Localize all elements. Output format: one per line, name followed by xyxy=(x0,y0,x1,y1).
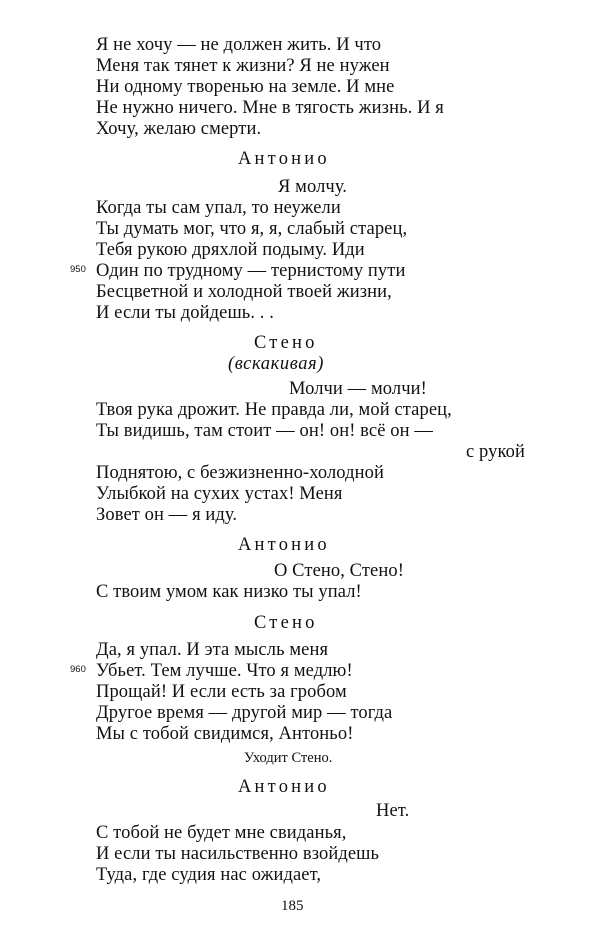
speaker-name: Антонио xyxy=(238,535,330,555)
verse-line: Туда, где судия нас ожидает, xyxy=(96,865,322,885)
verse-line: Поднятою, с безжизненно-холодной xyxy=(96,463,384,483)
verse-line: Ни одному творенью на земле. И мне xyxy=(96,77,395,97)
verse-line: И если ты насильственно взойдешь xyxy=(96,844,380,864)
speaker-name: Стено xyxy=(254,333,318,353)
line-number: 950 xyxy=(70,264,86,275)
verse-line: С твоим умом как низко ты упал! xyxy=(96,582,362,602)
verse-line: Твоя рука дрожит. Не правда ли, мой старец, xyxy=(96,400,452,420)
verse-line: Я не хочу — не должен жить. И что xyxy=(96,35,382,55)
verse-line: Ты видишь, там стоит — он! он! всё он — xyxy=(96,421,433,441)
verse-line: Нет. xyxy=(376,801,410,821)
verse-line: Тебя рукою дряхлой подыму. Иди xyxy=(96,240,365,260)
verse-line: И если ты дойдешь. . . xyxy=(96,303,274,323)
verse-line: Когда ты сам упал, то неужели xyxy=(96,198,341,218)
verse-line: Один по трудному — тернистому пути xyxy=(96,261,406,281)
verse-line: Прощай! И если есть за гробом xyxy=(96,682,347,702)
verse-line: Меня так тянет к жизни? Я не нужен xyxy=(96,56,390,76)
verse-line: Хочу, желаю смерти. xyxy=(96,119,262,139)
speaker-name: Антонио xyxy=(238,777,330,797)
stage-direction: Уходит Стено. xyxy=(244,750,333,766)
verse-line: Не нужно ничего. Мне в тягость жизнь. И я xyxy=(96,98,444,118)
verse-line: С тобой не будет мне свиданья, xyxy=(96,823,347,843)
page-number: 185 xyxy=(281,898,304,914)
verse-line: Ты думать мог, что я, я, слабый старец, xyxy=(96,219,408,239)
line-number: 960 xyxy=(70,664,86,675)
verse-line: Мы с тобой свидимся, Антоньо! xyxy=(96,724,354,744)
verse-line: Да, я упал. И эта мысль меня xyxy=(96,640,329,660)
verse-line: Я молчу. xyxy=(278,177,348,197)
verse-line: Бесцветной и холодной твоей жизни, xyxy=(96,282,392,302)
verse-line: Молчи — молчи! xyxy=(289,379,427,399)
verse-line: Убьет. Тем лучше. Что я медлю! xyxy=(96,661,353,681)
stage-direction: (вскакивая) xyxy=(228,354,325,374)
verse-line-continuation: с рукой xyxy=(466,442,525,462)
verse-line: Зовет он — я иду. xyxy=(96,505,238,525)
speaker-name: Антонио xyxy=(238,149,330,169)
verse-line: Улыбкой на сухих устах! Меня xyxy=(96,484,343,504)
verse-line: Другое время — другой мир — тогда xyxy=(96,703,393,723)
speaker-name: Стено xyxy=(254,613,318,633)
verse-line: О Стено, Стено! xyxy=(274,561,404,581)
